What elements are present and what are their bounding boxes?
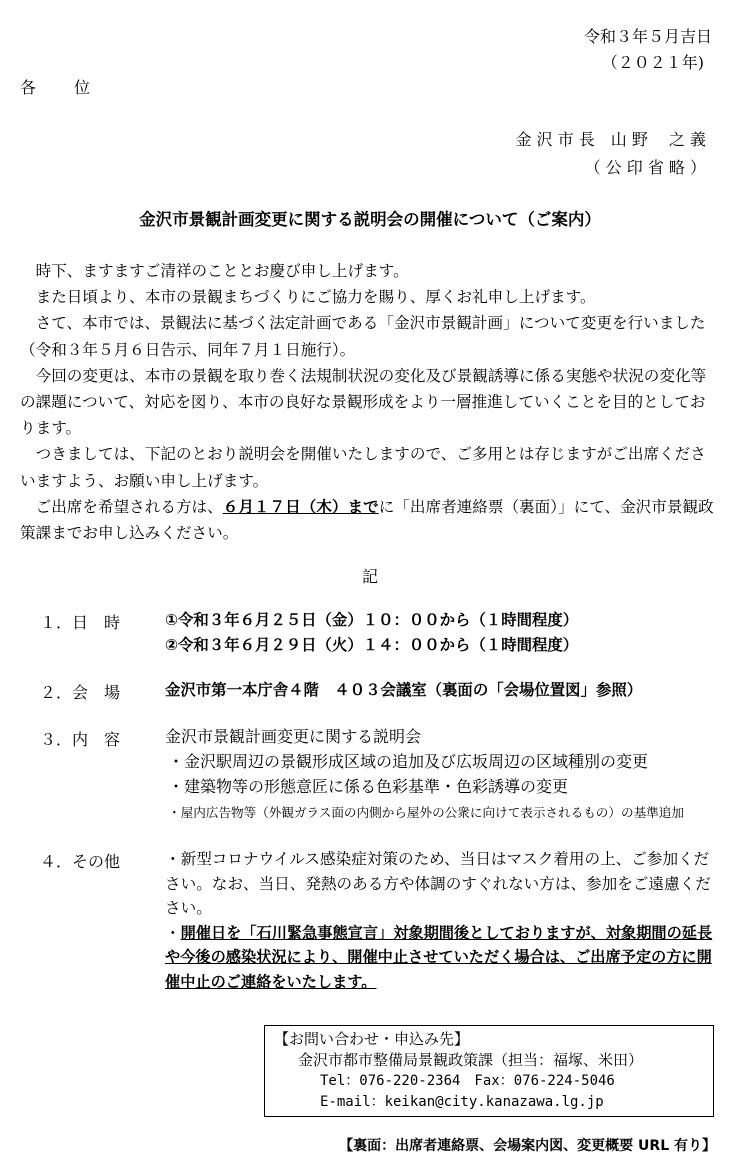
- body-paragraph-3: さて、本市では、景観法に基づく法定計画である「金沢市景観計画」について変更を行いました（令和３年５月６日告示、同年７月１日施行）。: [20, 314, 706, 359]
- venue-value: 金沢市第一本庁舎４階 ４０３会議室（裏面の「会場位置図」参照）: [165, 681, 643, 699]
- session-date-1: ①令和３年６月２５日（金）１０：００から（１時間程度）: [165, 611, 579, 629]
- addressee: 各 位: [20, 78, 93, 97]
- document-title: 金沢市景観計画変更に関する説明会の開催について（ご案内）: [139, 210, 601, 229]
- other-bullet-2: 開催日を「石川緊急事態宣言」対象期間後としておりますが、対象期間の延長や今後の感染状況により、開催中止させていただく場合は、ご出席予定の方に開催中止のご連絡をいたします。: [165, 923, 713, 991]
- p6-pre: ご出席を希望される方は、: [35, 497, 223, 516]
- contact-tel-fax: Tel：076-220-2364 Fax：076-224-5046: [320, 1073, 615, 1089]
- body-paragraph-6: [20, 494, 720, 546]
- other-bullet-1: ・新型コロナウイルス感染症対策のため、当日はマスク着用の上、ご参加ください。なお、当日、発熱のある方や体調のすぐれない方は、参加をご遠慮ください。: [165, 850, 711, 917]
- other-notes: [165, 847, 720, 994]
- content-label: ３．内 容: [40, 730, 121, 749]
- date-block: [584, 24, 712, 76]
- p6-post: に「出席者連絡票（裏面）」にて、金沢市景観政策課までお申し込みください。: [20, 497, 714, 543]
- sender-name: 金 沢 市 長 山 野 之 義: [515, 130, 706, 149]
- contact-box: [264, 1025, 714, 1117]
- sender-block: [515, 126, 706, 182]
- body-paragraph-4: 今回の変更は、本市の景観を取り巻く法規制状況の変化及び景観誘導に係る実態や状況の変化等の課題について、対応を図り、本市の良好な景観形成をより一層推進していくことを目的としております。: [20, 366, 707, 438]
- reverse-side-note: 【裏面：出席者連絡票、会場案内図、変更概要 URL 有り】: [339, 1138, 716, 1154]
- body-text: [20, 258, 720, 546]
- content-heading: 金沢市景観計画変更に関する説明会: [165, 727, 422, 746]
- issue-year: （２０２１年): [601, 53, 704, 72]
- other-label: ４．その他: [40, 852, 121, 871]
- ki-heading: 記: [361, 567, 378, 586]
- content-bullet-1: ・金沢駅周辺の景観形成区域の追加及び広坂周辺の区域種別の変更: [168, 752, 649, 771]
- contact-heading: 【お問い合わせ・申込み先】: [274, 1030, 470, 1048]
- session-date-2: ②令和３年６月２９日（火）１４：００から（１時間程度）: [165, 636, 579, 654]
- body-paragraph-5: つきましては、下記のとおり説明会を開催いたしますので、ご多用とは存じますがご出席くださいますよう、お願い申し上げます。: [20, 445, 706, 490]
- venue-label: ２．会 場: [40, 683, 121, 702]
- content-bullet-2: ・建築物等の形態意匠に係る色彩基準・色彩誘導の変更: [168, 777, 569, 796]
- content-bullet-3: ・屋内広告物等（外観ガラス面の内側から屋外の公衆に向けて表示されるもの）の基準追加: [168, 805, 684, 820]
- seal-note: （ 公 印 省 略 ）: [584, 158, 706, 177]
- body-paragraph-1: 時下、ますますご清祥のこととお慶び申し上げます。: [35, 262, 409, 280]
- date-label: １．日 時: [40, 613, 121, 632]
- body-paragraph-2: また日頃より、本市の景観まちづくりにご協力を賜り、厚くお礼申し上げます。: [35, 288, 596, 307]
- contact-email: E-mail：keikan@city.kanazawa.lg.jp: [320, 1094, 604, 1110]
- application-deadline: ６月１７日（木）まで: [222, 497, 379, 516]
- other-bullet-2-wrap: ・開催日を「石川緊急事態宣言」対象期間後としておりますが、対象期間の延長や今後の感染状況により、開催中止させていただく場合は、ご出席予定の方に開催中止のご連絡をいたします。: [165, 923, 713, 991]
- issue-date: 令和３年５月吉日: [583, 27, 712, 46]
- contact-dept: 金沢市都市整備局景観政策課（担当：福塚、米田）: [298, 1051, 644, 1069]
